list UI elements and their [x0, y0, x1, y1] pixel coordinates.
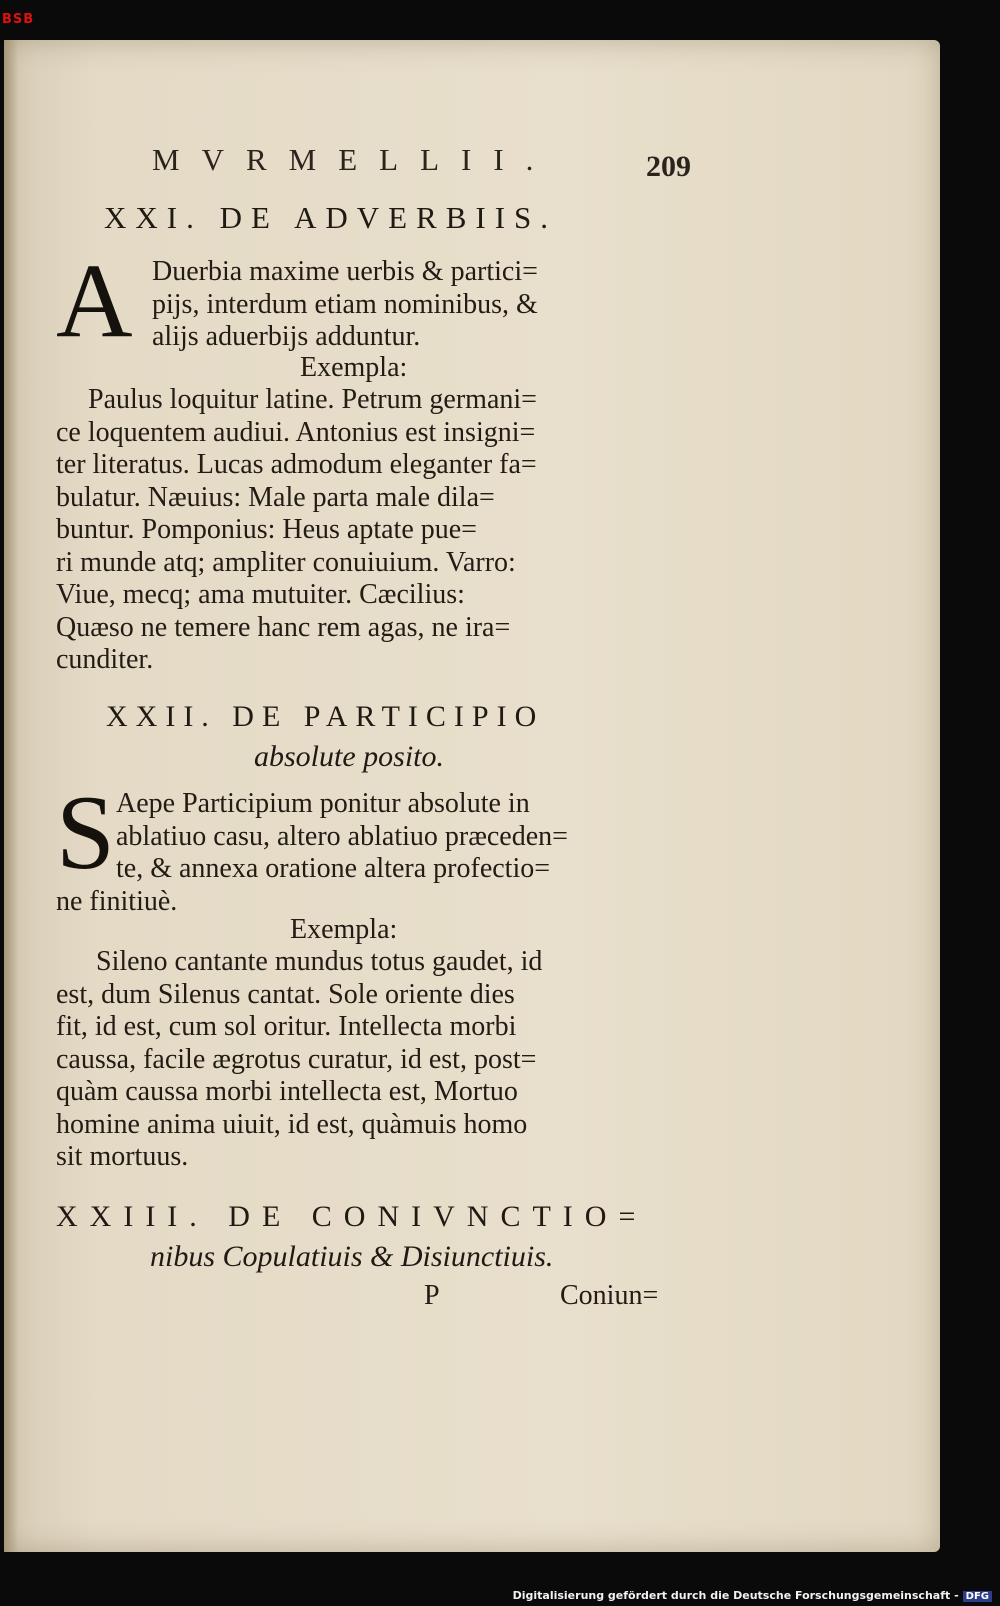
- section-22-intro: [56, 788, 706, 918]
- text-line: cunditer.: [56, 644, 154, 675]
- footer-text: Digitalisierung gefördert durch die Deutsche Forschungsgemeinschaft -: [512, 1589, 959, 1602]
- text-line: Aepe Participium ponitur absolute in: [116, 788, 530, 819]
- section-22-heading: XXII. DE PARTICIPIO: [106, 700, 545, 733]
- section-22-examples: [56, 946, 706, 1174]
- text-line: fit, id est, cum sol oritur. Intellecta morbi: [56, 1011, 517, 1042]
- text-line: alijs aduerbijs adduntur.: [152, 321, 421, 352]
- signature-mark: P: [424, 1280, 440, 1311]
- exempla-label: Exempla:: [290, 914, 398, 945]
- text-line: ce loquentem audiui. Antonius est insigni=: [56, 416, 536, 448]
- page-number: 209: [646, 150, 691, 183]
- text-line: bulatur. Næuius: Male parta male dila=: [56, 481, 495, 513]
- text-line: sit mortuus.: [56, 1141, 189, 1172]
- book-page: [4, 40, 940, 1552]
- text-line: ter literatus. Lucas admodum eleganter fa=: [56, 449, 537, 480]
- text-line: te, & annexa oratione altera profectio=: [116, 853, 551, 884]
- section-23-subheading: nibus Copulatiuis & Disiunctiuis.: [150, 1240, 554, 1273]
- section-22-subheading: absolute posito.: [254, 740, 445, 773]
- text-line: caussa, facile ægrotus curatur, id est, post=: [56, 1043, 537, 1075]
- text-line: quàm caussa morbi intellecta est, Mortuo: [56, 1076, 518, 1107]
- dfg-logo: DFG: [963, 1591, 992, 1602]
- section-21-examples: [56, 384, 706, 677]
- text-line: ablatiuo casu, altero ablatiuo præceden=: [116, 820, 568, 852]
- library-mark: BSB: [2, 12, 35, 27]
- text-line: Paulus loquitur latine. Petrum germani=: [88, 384, 537, 415]
- text-line: Viue, mecq; ama mutuiter. Cæcilius:: [56, 579, 465, 610]
- exempla-label: Exempla:: [300, 352, 408, 383]
- text-line: Duerbia maxime uerbis & partici=: [152, 256, 538, 287]
- text-line: homine anima uiuit, id est, quàmuis homo: [56, 1108, 528, 1140]
- running-head: MVRMELLII.: [152, 142, 556, 177]
- page-gutter-shadow: [4, 40, 18, 1552]
- text-line: Quæso ne temere hanc rem agas, ne ira=: [56, 611, 511, 643]
- drop-cap-a: A: [56, 242, 133, 359]
- section-23-heading: XXIII. DE CONIVNCTIO=: [56, 1200, 648, 1233]
- text-line: Sileno cantante mundus totus gaudet, id: [96, 946, 543, 977]
- section-21-intro: [56, 256, 706, 354]
- text-line: est, dum Silenus cantat. Sole oriente dies: [56, 978, 515, 1010]
- drop-cap-s: S: [56, 774, 115, 891]
- text-line: ri munde atq; ampliter conuiuium. Varro:: [56, 546, 516, 578]
- section-21-heading: XXI. DE ADVERBIIS.: [104, 200, 558, 235]
- text-line: ne finitiuè.: [56, 885, 178, 917]
- footer-credit: [509, 1587, 996, 1604]
- text-line: pijs, interdum etiam nominibus, &: [152, 288, 538, 320]
- text-line: buntur. Pomponius: Heus aptate pue=: [56, 514, 477, 545]
- catchword: Coniun=: [560, 1280, 659, 1311]
